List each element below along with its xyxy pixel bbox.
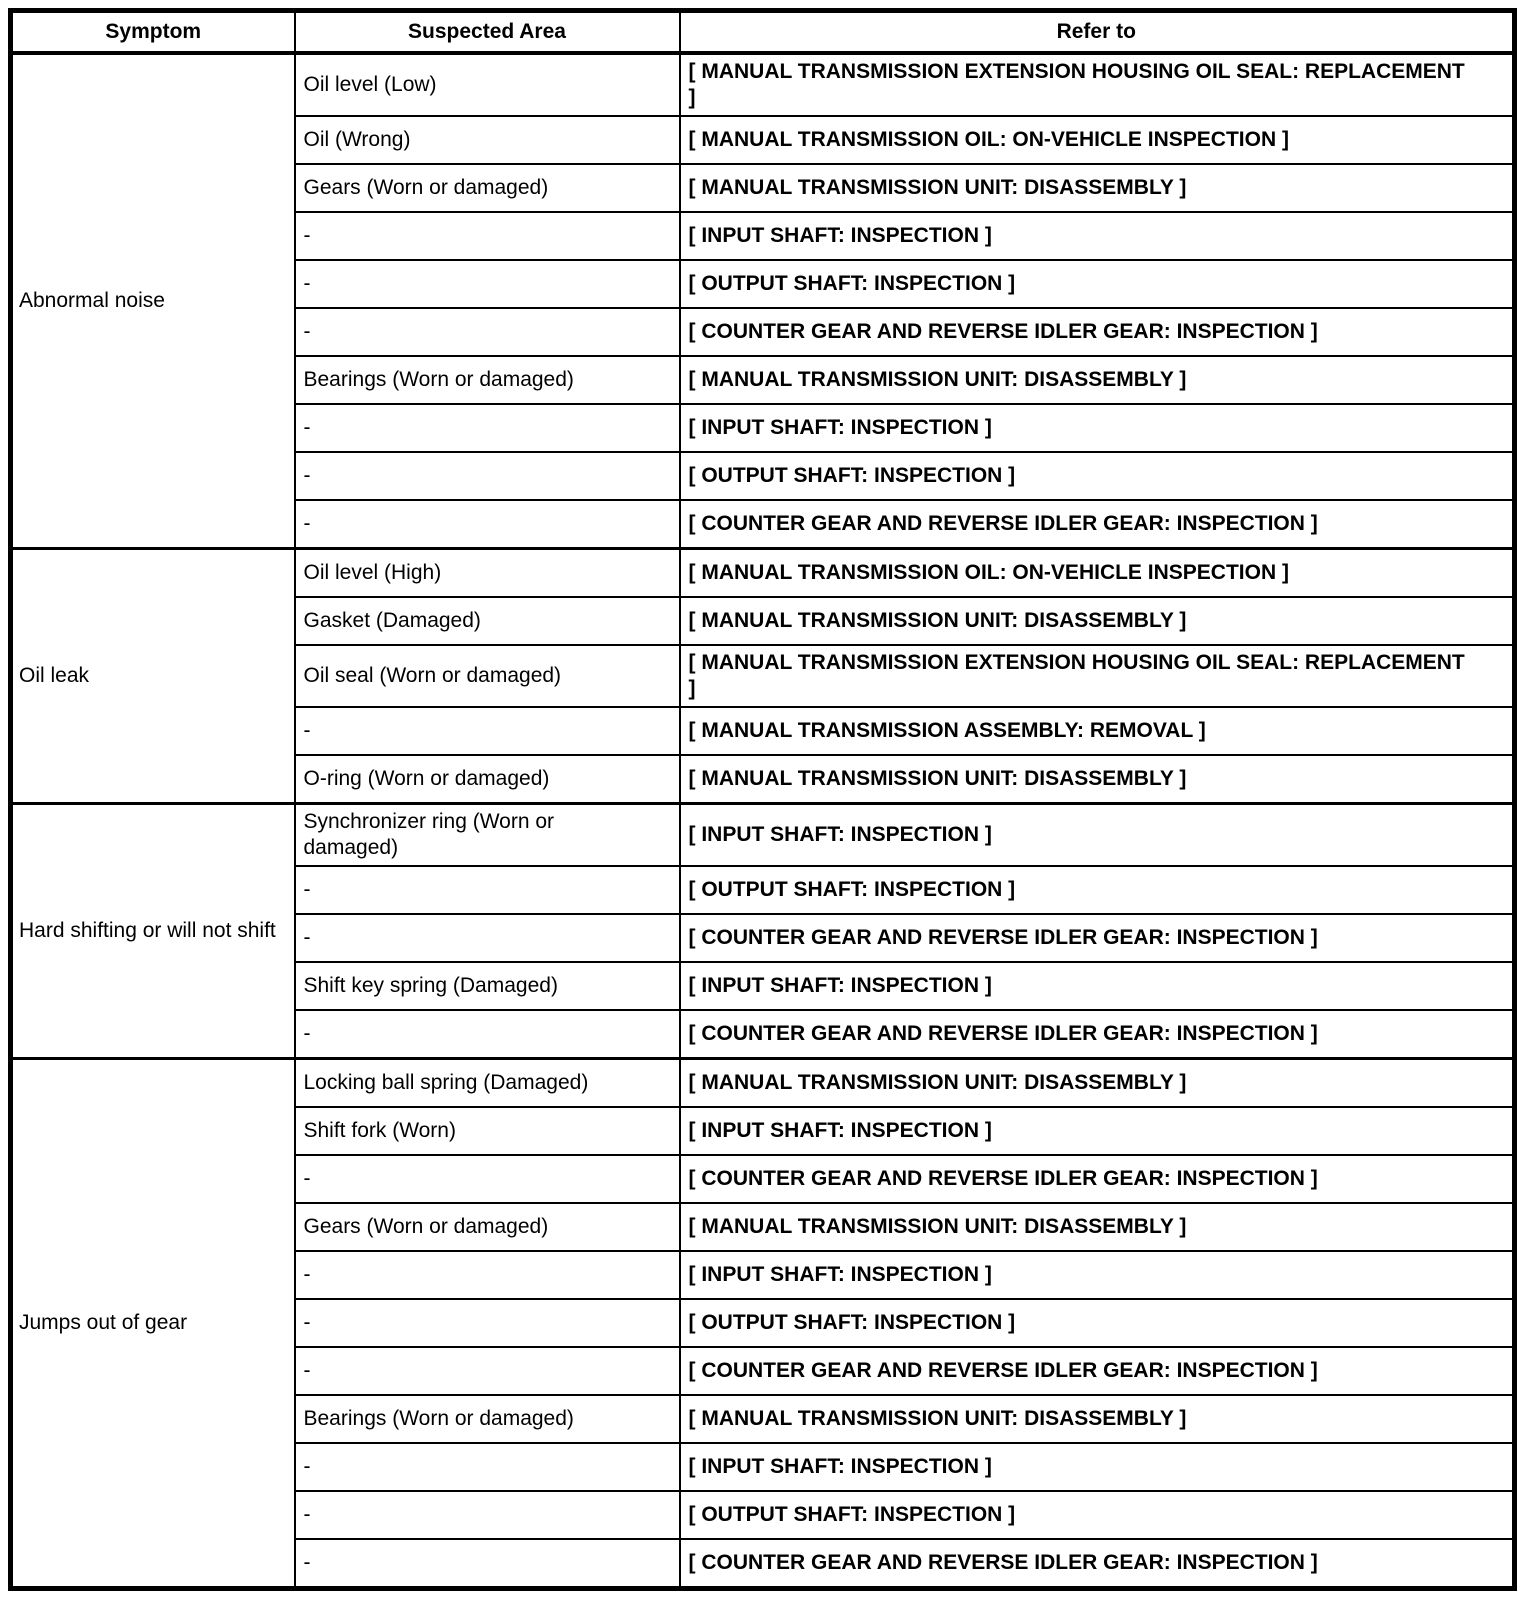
table-body	[11, 53, 1515, 1589]
suspected-area-text: -	[303, 272, 311, 295]
refer-to-link[interactable]: [ MANUAL TRANSMISSION OIL: ON-VEHICLE INSPECTION ]	[688, 561, 1289, 584]
refer-to-link[interactable]: [ MANUAL TRANSMISSION EXTENSION HOUSING OIL SEAL: REPLACEMENT ]	[688, 651, 1465, 700]
suspected-area-cell	[295, 1443, 680, 1491]
refer-to-link[interactable]: [ COUNTER GEAR AND REVERSE IDLER GEAR: INSPECTION ]	[688, 926, 1318, 949]
refer-to-link[interactable]: [ MANUAL TRANSMISSION ASSEMBLY: REMOVAL ]	[688, 719, 1206, 742]
suspected-area-cell	[295, 1491, 680, 1539]
suspected-area-text: Synchronizer ring (Worn or damaged)	[303, 810, 555, 859]
suspected-area-cell	[295, 962, 680, 1010]
refer-to-cell	[680, 1155, 1515, 1203]
refer-to-cell	[680, 1251, 1515, 1299]
refer-to-link[interactable]: [ OUTPUT SHAFT: INSPECTION ]	[688, 878, 1016, 901]
refer-to-link[interactable]: [ MANUAL TRANSMISSION EXTENSION HOUSING OIL SEAL: REPLACEMENT ]	[688, 60, 1465, 109]
refer-to-link[interactable]: [ OUTPUT SHAFT: INSPECTION ]	[688, 272, 1016, 295]
suspected-area-text: Shift key spring (Damaged)	[303, 974, 558, 997]
refer-to-cell	[680, 962, 1515, 1010]
refer-to-link[interactable]: [ INPUT SHAFT: INSPECTION ]	[688, 1119, 992, 1142]
suspected-area-cell	[295, 1347, 680, 1395]
suspected-area-text: -	[303, 416, 311, 439]
refer-to-link[interactable]: [ OUTPUT SHAFT: INSPECTION ]	[688, 1311, 1016, 1334]
refer-to-link[interactable]: [ MANUAL TRANSMISSION UNIT: DISASSEMBLY ]	[688, 1071, 1187, 1094]
refer-to-cell	[680, 866, 1515, 914]
suspected-area-text: Gears (Worn or damaged)	[303, 1215, 549, 1238]
suspected-area-cell	[295, 356, 680, 404]
refer-to-cell	[680, 356, 1515, 404]
suspected-area-text: -	[303, 1167, 311, 1190]
refer-to-cell	[680, 549, 1515, 598]
table-row	[11, 804, 1515, 867]
refer-to-cell	[680, 1107, 1515, 1155]
refer-to-link[interactable]: [ INPUT SHAFT: INSPECTION ]	[688, 1455, 992, 1478]
suspected-area-cell	[295, 1107, 680, 1155]
suspected-area-text: -	[303, 1551, 311, 1574]
symptom-cell: Oil leak	[11, 549, 295, 804]
suspected-area-cell	[295, 404, 680, 452]
suspected-area-text: -	[303, 224, 311, 247]
table-row	[11, 1059, 1515, 1108]
refer-to-cell	[680, 500, 1515, 549]
suspected-area-cell	[295, 53, 680, 116]
suspected-area-text: Oil level (Low)	[303, 73, 437, 96]
refer-to-link[interactable]: [ COUNTER GEAR AND REVERSE IDLER GEAR: INSPECTION ]	[688, 320, 1318, 343]
refer-to-link[interactable]: [ MANUAL TRANSMISSION UNIT: DISASSEMBLY ]	[688, 767, 1187, 790]
suspected-area-cell	[295, 1251, 680, 1299]
suspected-area-text: Shift fork (Worn)	[303, 1119, 456, 1142]
suspected-area-text: Bearings (Worn or damaged)	[303, 1407, 574, 1430]
suspected-area-cell	[295, 1299, 680, 1347]
refer-to-cell	[680, 1010, 1515, 1059]
refer-to-link[interactable]: [ COUNTER GEAR AND REVERSE IDLER GEAR: INSPECTION ]	[688, 1551, 1318, 1574]
refer-to-cell	[680, 260, 1515, 308]
suspected-area-cell	[295, 164, 680, 212]
refer-to-cell	[680, 1299, 1515, 1347]
refer-to-cell	[680, 914, 1515, 962]
column-header-refer-to: Refer to	[680, 11, 1515, 54]
refer-to-link[interactable]: [ COUNTER GEAR AND REVERSE IDLER GEAR: INSPECTION ]	[688, 1022, 1318, 1045]
suspected-area-cell	[295, 212, 680, 260]
suspected-area-text: Oil (Wrong)	[303, 128, 411, 151]
refer-to-link[interactable]: [ MANUAL TRANSMISSION UNIT: DISASSEMBLY ]	[688, 368, 1187, 391]
refer-to-link[interactable]: [ INPUT SHAFT: INSPECTION ]	[688, 1263, 992, 1286]
suspected-area-cell	[295, 1155, 680, 1203]
suspected-area-text: -	[303, 320, 311, 343]
suspected-area-cell	[295, 1203, 680, 1251]
suspected-area-cell	[295, 755, 680, 804]
refer-to-cell	[680, 645, 1515, 707]
refer-to-cell	[680, 53, 1515, 116]
symptom-cell: Jumps out of gear	[11, 1059, 295, 1589]
refer-to-cell	[680, 1491, 1515, 1539]
refer-to-link[interactable]: [ INPUT SHAFT: INSPECTION ]	[688, 416, 992, 439]
suspected-area-cell	[295, 260, 680, 308]
suspected-area-cell	[295, 549, 680, 598]
refer-to-link[interactable]: [ MANUAL TRANSMISSION OIL: ON-VEHICLE INSPECTION ]	[688, 128, 1289, 151]
suspected-area-text: Gasket (Damaged)	[303, 609, 481, 632]
refer-to-link[interactable]: [ INPUT SHAFT: INSPECTION ]	[688, 823, 992, 846]
refer-to-cell	[680, 1203, 1515, 1251]
refer-to-cell	[680, 755, 1515, 804]
suspected-area-cell	[295, 1539, 680, 1589]
refer-to-link[interactable]: [ INPUT SHAFT: INSPECTION ]	[688, 974, 992, 997]
refer-to-cell	[680, 804, 1515, 867]
suspected-area-text: -	[303, 464, 311, 487]
suspected-area-text: -	[303, 1022, 311, 1045]
suspected-area-cell	[295, 1059, 680, 1108]
refer-to-cell	[680, 1539, 1515, 1589]
suspected-area-cell	[295, 707, 680, 755]
suspected-area-text: -	[303, 512, 311, 535]
suspected-area-text: Gears (Worn or damaged)	[303, 176, 549, 199]
refer-to-cell	[680, 707, 1515, 755]
refer-to-cell	[680, 308, 1515, 356]
suspected-area-text: -	[303, 1359, 311, 1382]
suspected-area-text: -	[303, 719, 311, 742]
suspected-area-text: O-ring (Worn or damaged)	[303, 767, 550, 790]
refer-to-link[interactable]: [ MANUAL TRANSMISSION UNIT: DISASSEMBLY ]	[688, 609, 1187, 632]
refer-to-cell	[680, 212, 1515, 260]
suspected-area-text: Oil level (High)	[303, 561, 442, 584]
refer-to-link[interactable]: [ MANUAL TRANSMISSION UNIT: DISASSEMBLY ]	[688, 1407, 1187, 1430]
suspected-area-text: -	[303, 926, 311, 949]
refer-to-link[interactable]: [ MANUAL TRANSMISSION UNIT: DISASSEMBLY ]	[688, 176, 1187, 199]
refer-to-cell	[680, 164, 1515, 212]
suspected-area-cell	[295, 500, 680, 549]
suspected-area-cell	[295, 645, 680, 707]
refer-to-link[interactable]: [ MANUAL TRANSMISSION UNIT: DISASSEMBLY ]	[688, 1215, 1187, 1238]
suspected-area-cell	[295, 308, 680, 356]
table-row	[11, 549, 1515, 598]
refer-to-link[interactable]: [ INPUT SHAFT: INSPECTION ]	[688, 224, 992, 247]
refer-to-link[interactable]: [ COUNTER GEAR AND REVERSE IDLER GEAR: INSPECTION ]	[688, 1359, 1318, 1382]
refer-to-cell	[680, 1347, 1515, 1395]
suspected-area-cell	[295, 597, 680, 645]
suspected-area-cell	[295, 866, 680, 914]
refer-to-link[interactable]: [ OUTPUT SHAFT: INSPECTION ]	[688, 464, 1016, 487]
symptom-cell: Hard shifting or will not shift	[11, 804, 295, 1059]
suspected-area-text: -	[303, 878, 311, 901]
refer-to-link[interactable]: [ COUNTER GEAR AND REVERSE IDLER GEAR: INSPECTION ]	[688, 1167, 1318, 1190]
refer-to-cell	[680, 404, 1515, 452]
header-row	[11, 11, 1515, 54]
refer-to-cell	[680, 1443, 1515, 1491]
suspected-area-cell	[295, 116, 680, 164]
refer-to-cell	[680, 116, 1515, 164]
suspected-area-text: Bearings (Worn or damaged)	[303, 368, 574, 391]
suspected-area-text: Locking ball spring (Damaged)	[303, 1071, 589, 1094]
symptom-cell: Abnormal noise	[11, 53, 295, 549]
suspected-area-text: -	[303, 1455, 311, 1478]
refer-to-cell	[680, 1059, 1515, 1108]
refer-to-cell	[680, 452, 1515, 500]
suspected-area-cell	[295, 1395, 680, 1443]
refer-to-cell	[680, 597, 1515, 645]
refer-to-link[interactable]: [ OUTPUT SHAFT: INSPECTION ]	[688, 1503, 1016, 1526]
suspected-area-text: -	[303, 1263, 311, 1286]
suspected-area-cell	[295, 804, 680, 867]
symptom-troubleshooting-table	[8, 8, 1517, 1591]
table-row	[11, 53, 1515, 116]
suspected-area-text: -	[303, 1311, 311, 1334]
suspected-area-cell	[295, 452, 680, 500]
suspected-area-cell	[295, 914, 680, 962]
refer-to-link[interactable]: [ COUNTER GEAR AND REVERSE IDLER GEAR: INSPECTION ]	[688, 512, 1318, 535]
refer-to-cell	[680, 1395, 1515, 1443]
suspected-area-text: Oil seal (Worn or damaged)	[303, 664, 562, 687]
suspected-area-cell	[295, 1010, 680, 1059]
column-header-symptom: Symptom	[11, 11, 295, 54]
column-header-suspected-area: Suspected Area	[295, 11, 680, 54]
suspected-area-text: -	[303, 1503, 311, 1526]
